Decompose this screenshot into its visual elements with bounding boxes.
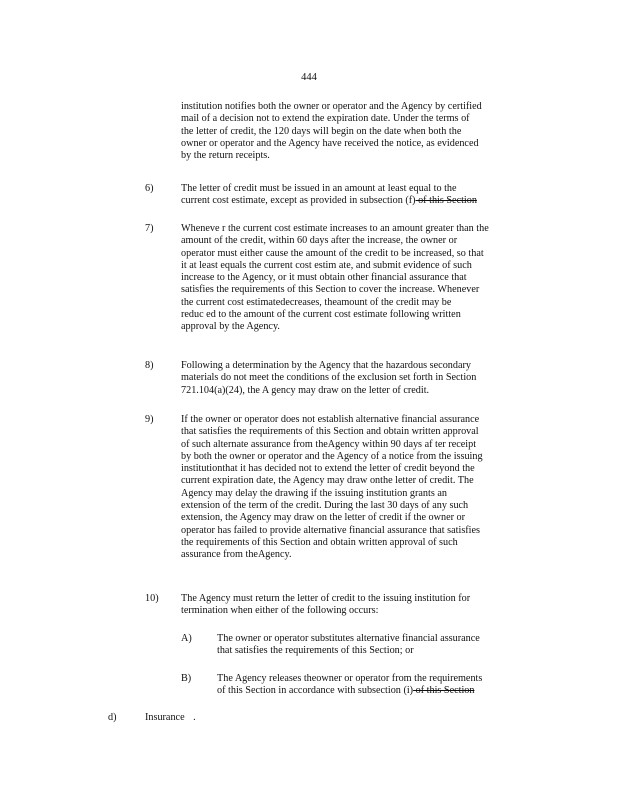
item-9-line: the requirements of this Section and obtain written approval of such [181, 536, 458, 548]
subitem-b-letter: B) [181, 673, 192, 684]
item-9-line: of such alternate assurance from theAgency within 90 days af ter receipt [181, 438, 477, 450]
item-8-number: 8) [145, 360, 154, 371]
subitem-a-line: The owner or operator substitutes alternative financial assurance [217, 633, 480, 644]
item-9-line: operator has failed to provide alternative financial assurance that satisfies [181, 524, 480, 536]
item-7-line: amount of the credit, within 60 days after the increase, the owner or [181, 235, 458, 247]
item-7-line: the current cost estimatedecreases, theamount of the credit may be [181, 296, 452, 308]
item-9-line: by both the owner or operator and the Agency of a notice from the issuing [181, 450, 483, 462]
item-9-line: current expiration date, the Agency may draw onthe letter of credit. The [181, 475, 474, 487]
subitem-b-line [217, 685, 527, 697]
section-d-title: Insurance [145, 712, 185, 723]
intro-line: institution notifies both the owner or operator and the Agency by certified [181, 101, 482, 112]
item-10-line: The Agency must return the letter of credit to the issuing institution for [181, 593, 471, 604]
intro-line: owner or operator and the Agency have received the notice, as evidenced [181, 137, 479, 149]
item-10-text [181, 593, 539, 618]
item-6-line-text: current cost estimate, except as provided in subsection (f) [181, 195, 416, 207]
item-9-line: extension, the Agency may draw on the letter of credit if the owner or [181, 512, 466, 524]
intro-line: by the return receipts. [181, 150, 270, 162]
item-6-line [181, 195, 539, 207]
item-9-line: institutionthat it has decided not to extend the letter of credit beyond the [181, 463, 475, 475]
item-9-line: If the owner or operator does not establish alternative financial assurance [181, 414, 480, 425]
item-9-line: assurance from theAgency. [181, 549, 292, 561]
subitem-b-line: The Agency releases theowner or operator from the requirements [217, 673, 483, 684]
page-number: 444 [301, 72, 317, 83]
subitem-b-struck-text: of this Section [413, 685, 475, 697]
item-7-line: increase to the Agency, or it must obtain other financial assurance that [181, 272, 467, 284]
intro-line: the letter of credit, the 120 days will begin on the date when both the [181, 125, 462, 137]
item-7-text [181, 223, 541, 334]
subitem-a-letter: A) [181, 633, 192, 644]
subitem-b-line-text: of this Section in accordance with subsection (i) [217, 685, 414, 697]
item-7-number: 7) [145, 223, 154, 234]
item-8-line: 721.104(a)(24), the A gency may draw on the letter of credit. [181, 384, 430, 396]
item-9-line: extension of the term of the credit. During the last 30 days of any such [181, 500, 469, 512]
item-7-line: operator must either cause the amount of the credit to be increased, so that [181, 247, 484, 259]
item-8-line: Following a determination by the Agency that the hazardous secondary [181, 360, 471, 371]
item-9-number: 9) [145, 414, 154, 425]
section-d-letter: d) [108, 712, 117, 723]
section-d-heading [145, 712, 196, 724]
item-10-number: 10) [145, 593, 159, 604]
subitem-a-text [217, 633, 527, 658]
item-7-line: reduc ed to the amount of the current cost estimate following written [181, 309, 461, 321]
item-7-line: it at least equals the current cost estim ate, and submit evidence of such [181, 259, 472, 271]
item-8-line: materials do not meet the conditions of the exclusion set forth in Section [181, 372, 477, 384]
subitem-b-text [217, 673, 527, 698]
item-6-number: 6) [145, 183, 154, 194]
subitem-a-line: that satisfies the requirements of this Section; or [217, 645, 414, 657]
item-9-line: that satisfies the requirements of this Section and obtain written approval [181, 426, 479, 438]
item-10-line: termination when either of the following occurs: [181, 605, 379, 617]
intro-line: mail of a decision not to extend the expiration date. Under the terms of [181, 113, 470, 125]
item-6-text [181, 183, 539, 208]
item-6-struck-text: of this Section [415, 195, 477, 207]
item-7-line: Wheneve r the current cost estimate increases to an amount greater than the [181, 223, 489, 234]
item-9-line: Agency may delay the drawing if the issuing institution grants an [181, 487, 447, 499]
intro-paragraph [181, 101, 539, 162]
item-7-line: approval by the Agency. [181, 321, 280, 333]
item-7-line: satisfies the requirements of this Section to cover the increase. Whenever [181, 284, 480, 296]
item-9-text [181, 414, 541, 562]
item-6-line: The letter of credit must be issued in an amount at least equal to the [181, 183, 457, 194]
section-d-trailing-mark: . [193, 712, 196, 723]
item-8-text [181, 360, 539, 397]
